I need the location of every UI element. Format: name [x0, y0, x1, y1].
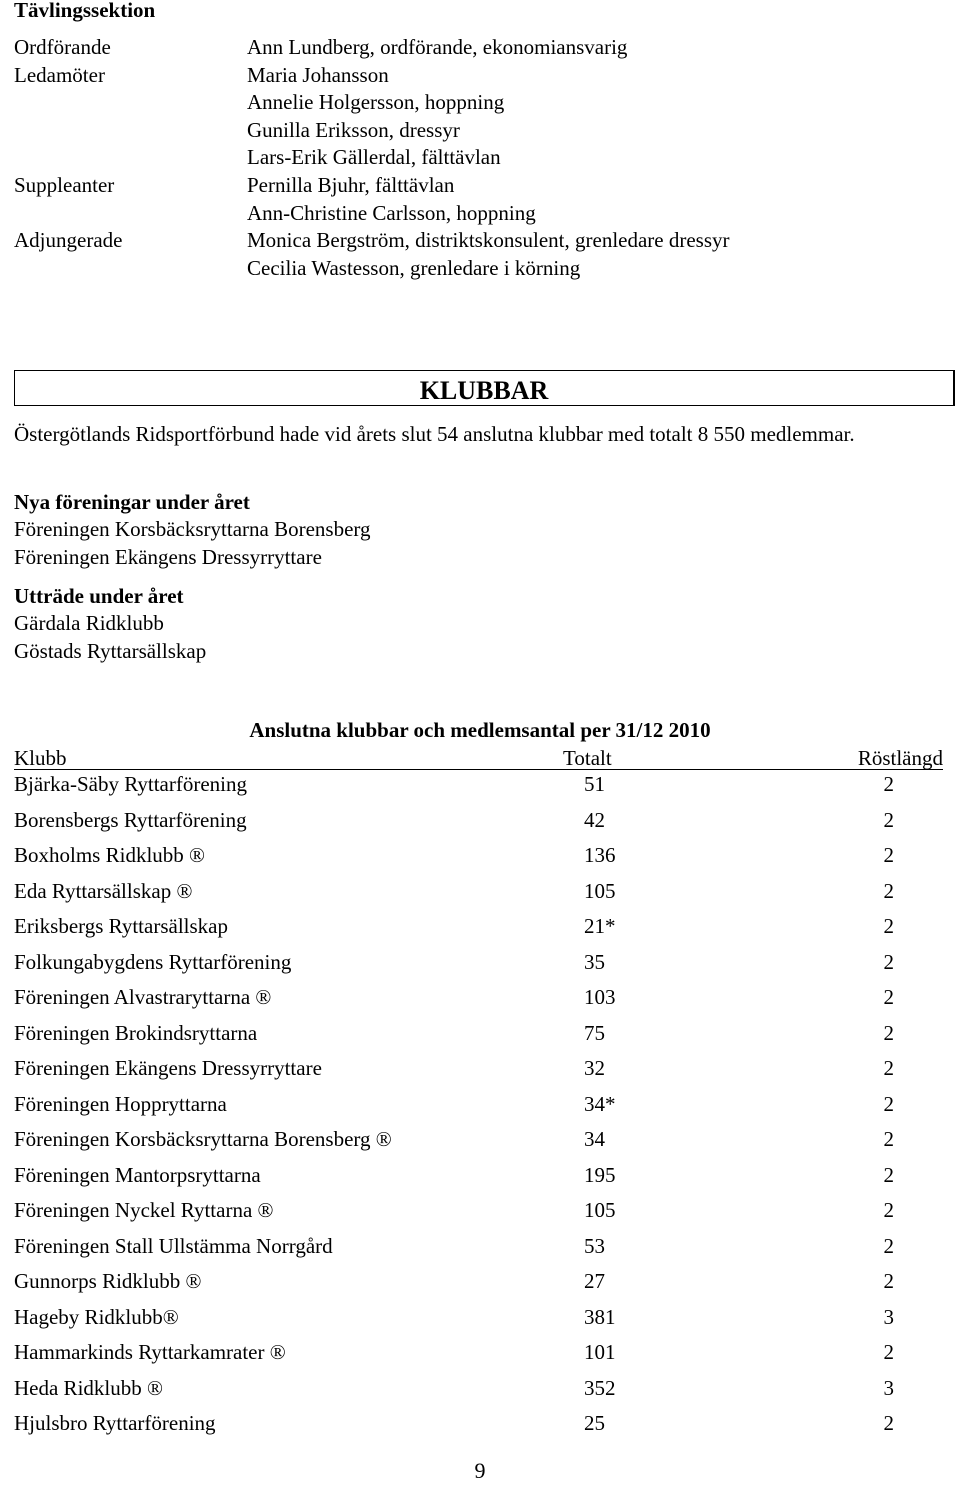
committee-member: Monica Bergström, distriktskonsulent, grenledare dressyr: [247, 228, 730, 253]
vote-count: 2: [883, 1233, 894, 1258]
club-table-body: [14, 771, 943, 1446]
committee-member: Ann Lundberg, ordförande, ekonomiansvarig: [247, 35, 628, 59]
committee-row: [14, 227, 944, 255]
member-total: 105: [584, 878, 616, 903]
club-name: Föreningen Hoppryttarna: [14, 1091, 227, 1116]
table-row: [14, 1055, 943, 1091]
vote-count: 2: [883, 985, 894, 1009]
committee-role: [14, 89, 247, 117]
table-row: [14, 807, 943, 843]
vote-count: 3: [883, 1304, 894, 1329]
member-total: 352: [584, 1375, 616, 1400]
vote-count: 2: [883, 1091, 894, 1116]
committee-member: Maria Johansson: [247, 62, 389, 87]
member-total: 381: [584, 1304, 616, 1329]
club-name: Gunnorps Ridklubb ®: [14, 1269, 202, 1293]
table-row: [14, 1126, 943, 1162]
vote-count: 2: [883, 843, 894, 867]
member-total: 195: [584, 1162, 616, 1187]
committee-row: [14, 62, 944, 90]
committee-role: [14, 255, 247, 283]
committee-row: [14, 172, 944, 200]
club-name: Föreningen Brokindsryttarna: [14, 1020, 258, 1045]
committee-row: [14, 144, 944, 172]
table-row: [14, 1410, 943, 1446]
table-row: [14, 1268, 943, 1304]
table-header: [14, 745, 943, 770]
member-total: 51: [584, 772, 605, 796]
member-total: 53: [584, 1233, 605, 1258]
committee-row: [14, 117, 944, 145]
club-name: Föreningen Mantorpsryttarna: [14, 1162, 261, 1187]
vote-count: 2: [883, 772, 894, 796]
club-name: Föreningen Alvastraryttarna ®: [14, 985, 272, 1009]
committee-row: [14, 200, 944, 228]
table-row: [14, 1375, 943, 1411]
committee-row: [14, 255, 944, 283]
vote-count: 2: [883, 1198, 894, 1222]
club-name: Heda Ridklubb ®: [14, 1375, 163, 1400]
vote-count: 2: [883, 949, 894, 974]
member-total: 21*: [584, 914, 616, 938]
table-title: Anslutna klubbar och medlemsantal per 31/12 2010: [249, 718, 711, 742]
member-total: 34*: [584, 1091, 616, 1116]
header-votes: Röstlängd: [857, 746, 943, 770]
table-row: [14, 1233, 943, 1269]
table-row: [14, 878, 943, 914]
member-total: 32: [584, 1056, 605, 1080]
member-total: 25: [584, 1411, 605, 1435]
member-total: 103: [584, 985, 616, 1009]
committee-role: [14, 144, 247, 172]
club-name: Föreningen Korsbäcksryttarna Borensberg ®: [14, 1127, 392, 1151]
club-name: Hammarkinds Ryttarkamrater ®: [14, 1340, 286, 1364]
vote-count: 3: [883, 1375, 894, 1400]
committee-row: [14, 34, 944, 62]
new-club-item: Föreningen Korsbäcksryttarna Borensberg: [14, 517, 371, 541]
table-row: [14, 1020, 943, 1056]
page-number: 9: [474, 1458, 486, 1483]
header-total: Totalt: [563, 746, 612, 770]
table-row: [14, 949, 943, 985]
vote-count: 2: [883, 1411, 894, 1435]
table-row: [14, 1091, 943, 1127]
member-total: 101: [584, 1340, 616, 1364]
club-name: Föreningen Ekängens Dressyrryttare: [14, 1056, 322, 1080]
member-total: 75: [584, 1020, 605, 1045]
vote-count: 2: [883, 1340, 894, 1364]
committee-member: Lars-Erik Gällerdal, fälttävlan: [247, 145, 501, 170]
left-club-item: Gärdala Ridklubb: [14, 611, 164, 635]
club-name: Eriksbergs Ryttarsällskap: [14, 914, 228, 938]
vote-count: 2: [883, 1162, 894, 1187]
klubbar-heading: KLUBBAR: [14, 370, 955, 406]
left-clubs-section: [14, 582, 914, 665]
club-name: Hageby Ridklubb®: [14, 1304, 179, 1329]
vote-count: 2: [883, 1269, 894, 1293]
committee-member: Pernilla Bjuhr, fälttävlan: [247, 172, 455, 197]
committee-role: [14, 200, 247, 228]
table-row: [14, 1339, 943, 1375]
vote-count: 2: [883, 1020, 894, 1045]
committee-role: Ordförande: [14, 35, 111, 59]
intro-paragraph: Östergötlands Ridsportförbund hade vid årets slut 54 anslutna klubbar med totalt 8 550 medlemmar.: [14, 422, 855, 446]
committee-list: [14, 34, 944, 282]
member-total: 27: [584, 1269, 605, 1293]
vote-count: 2: [883, 1127, 894, 1151]
committee-member: Cecilia Wastesson, grenledare i körning: [247, 255, 581, 280]
member-total: 136: [584, 843, 616, 867]
left-club-item: Göstads Ryttarsällskap: [14, 638, 207, 663]
vote-count: 2: [883, 914, 894, 938]
member-total: 105: [584, 1198, 616, 1222]
member-total: 35: [584, 949, 605, 974]
table-row: [14, 984, 943, 1020]
committee-role: Ledamöter: [14, 62, 105, 87]
vote-count: 2: [883, 807, 894, 832]
header-club: Klubb: [14, 746, 67, 770]
table-row: [14, 1197, 943, 1233]
committee-member: Annelie Holgersson, hoppning: [247, 90, 505, 115]
member-total: 34: [584, 1127, 605, 1151]
club-name: Bjärka-Säby Ryttarförening: [14, 772, 248, 796]
vote-count: 2: [883, 1056, 894, 1080]
club-name: Boxholms Ridklubb ®: [14, 843, 205, 867]
table-row: [14, 771, 943, 807]
club-name: Borensbergs Ryttarförening: [14, 807, 247, 832]
new-clubs-section: [14, 488, 914, 571]
club-name: Hjulsbro Ryttarförening: [14, 1411, 216, 1435]
table-row: [14, 913, 943, 949]
committee-role: [14, 117, 247, 145]
club-name: Eda Ryttarsällskap ®: [14, 878, 193, 903]
vote-count: 2: [883, 878, 894, 903]
left-clubs-heading: Utträde under året: [14, 584, 184, 608]
committee-role: Adjungerade: [14, 228, 123, 253]
table-row: [14, 1304, 943, 1340]
committee-member: Ann-Christine Carlsson, hoppning: [247, 200, 536, 225]
committee-row: [14, 89, 944, 117]
table-row: [14, 1162, 943, 1198]
table-row: [14, 842, 943, 878]
new-club-item: Föreningen Ekängens Dressyrryttare: [14, 544, 322, 569]
section-title: Tävlingssektion: [14, 0, 156, 22]
club-name: Folkungabygdens Ryttarförening: [14, 949, 292, 974]
club-name: Föreningen Nyckel Ryttarna ®: [14, 1198, 274, 1222]
committee-role: Suppleanter: [14, 172, 115, 197]
committee-member: Gunilla Eriksson, dressyr: [247, 117, 460, 142]
new-clubs-heading: Nya föreningar under året: [14, 490, 250, 514]
club-name: Föreningen Stall Ullstämma Norrgård: [14, 1233, 333, 1258]
member-total: 42: [584, 807, 605, 832]
